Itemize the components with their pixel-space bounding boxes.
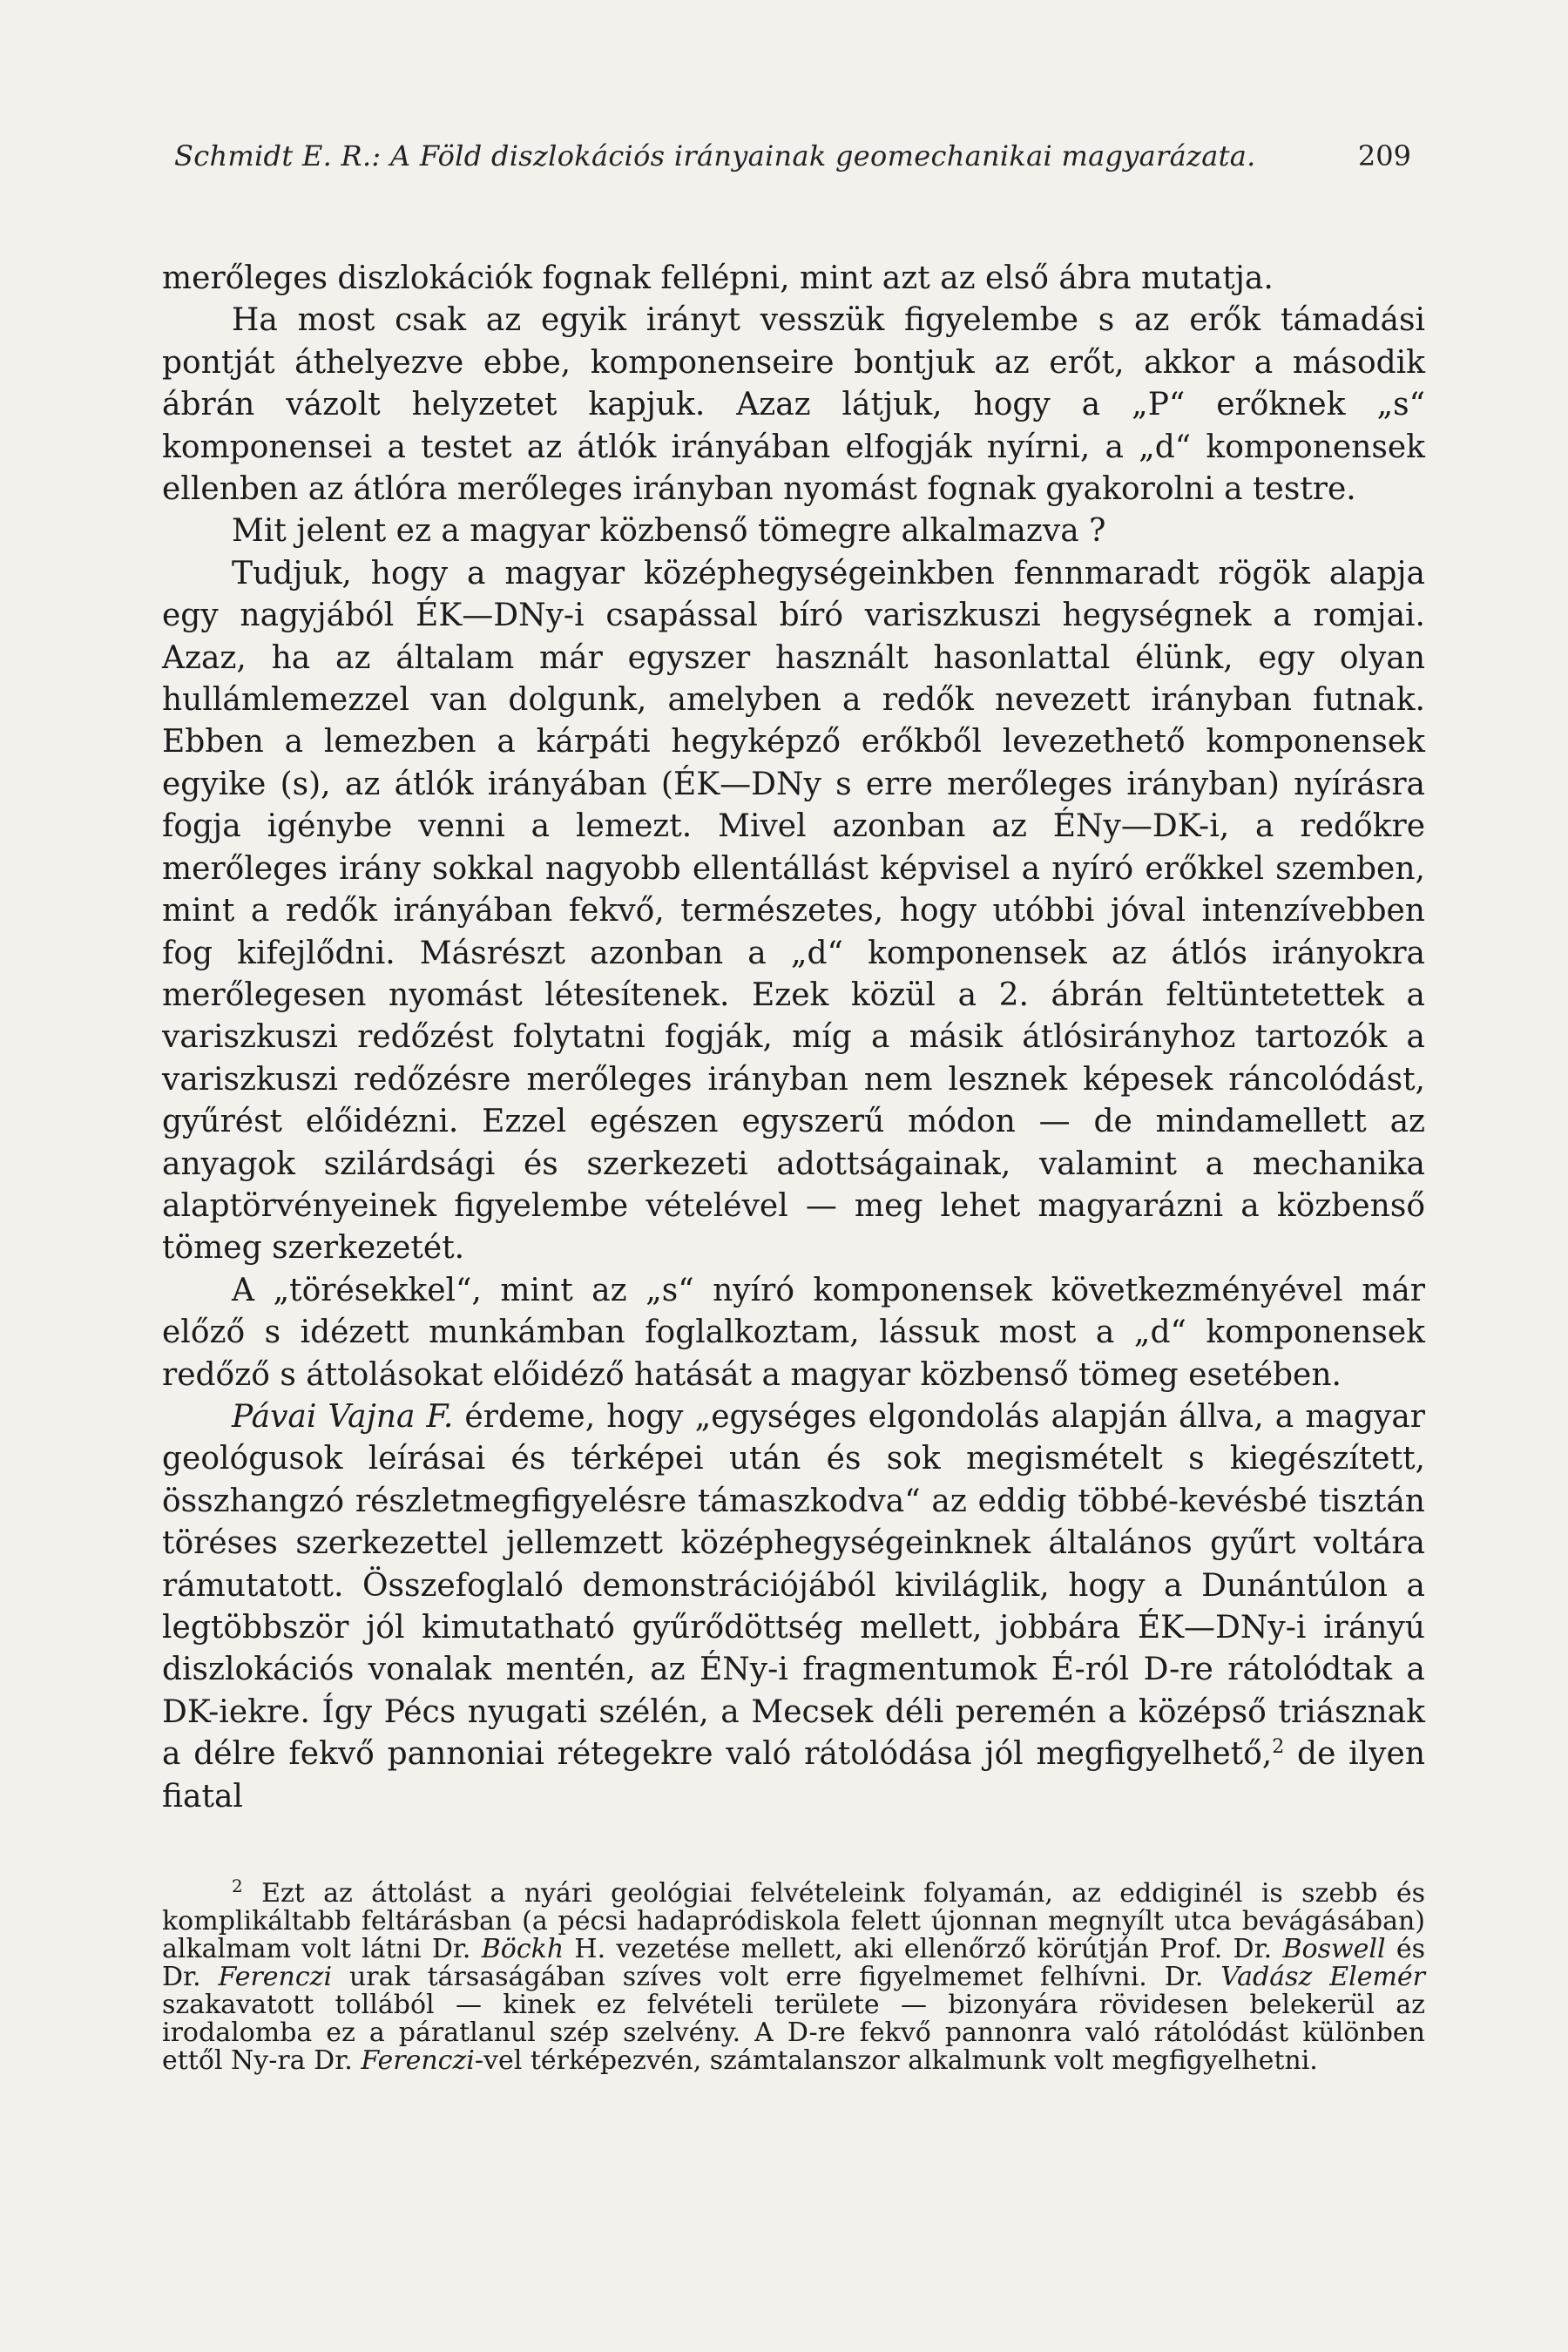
- person-name: Ferenczi: [218, 1962, 333, 1992]
- footnote-segment: urak társaságában szíves volt erre figyelmemet felhívni. Dr.: [332, 1962, 1221, 1992]
- footnote-segment: H. vezetése mellett, aki ellenőrző körútján Prof. Dr.: [564, 1934, 1283, 1964]
- person-name: Ferenczi: [361, 2045, 475, 2076]
- footnote-segment: szakavatott tollából — kinek ez felvételi területe — bizonyára rövidesen belekerül az irodalomba ez a páratlanul szép szelvény. A D-re fekvő pannonra való rátolódást különben ettől Ny-ra Dr.: [162, 1990, 1425, 2076]
- paragraph-text: érdeme, hogy „egységes elgondolás alapján állva, a magyar geológusok leírásai és térképei után és sok megismételt s kiegészített, összhangzó részletmegfigyelésre támaszkodva“ az eddig többé-kevésbé tisztán töréses szerkezettel jellemzett középhegységeinknek általános gyűrt voltára rámutatott. Összefoglaló demonstrációjából kiviláglik, hogy a Dunántúlon a legtöbbször jól kimutatható gyűrődöttség mellett, jobbára ÉK—DNy-i irányú diszlokációs vonalak mentén, az ÉNy-i fragmentumok É-ról D-re rátolódtak a DK-iekre. Így Pécs nyugati szélén, a Mecsek déli peremén a középső triásznak a délre fekvő pannoniai rétegekre való rátolódása jól megfigyelhető,: [162, 1398, 1425, 1773]
- running-title: Schmidt E. R.: A Föld diszlokációs irányainak geomechanikai magyarázata.: [174, 139, 1256, 172]
- paragraph: [162, 1396, 1425, 1818]
- person-name: Boswell: [1282, 1934, 1386, 1964]
- footnote-segment: Ezt az áttolást a nyári geológiai felvételeink folyamán, az eddiginél is szebb és komplikáltabb feltárásban (a pécsi hadapródiskola felett újonnan megnyílt utca bevágásában) alkalmam volt látni Dr.: [162, 1878, 1425, 1964]
- paragraph: Ha most csak az egyik irányt vesszük figyelembe s az erők támadási pontját áthelyezve ebbe, komponenseire bontjuk az erőt, akkor a második ábrán vázolt helyzetet kapjuk. Azaz látjuk, hogy a „P“ erőknek „s“ komponensei a testet az átlók irányában elfogják nyírni, a „d“ komponensek ellenben az átlóra merőleges irányban nyomást fognak gyakorolni a testre.: [162, 302, 1425, 508]
- footnote-text: [162, 1876, 1426, 2076]
- paragraph: Tudjuk, hogy a magyar középhegységeinkben fennmaradt rögök alapja egy nagyjából ÉK—DNy-i csapással bíró variszkuszi hegységnek a romjai. Azaz, ha az általam már egyszer használt hasonlattal élünk, egy olyan hullámlemezzel van dolgunk, amelyben a redők nevezett irányban futnak. Ebben a lemezben a kárpáti hegyképző erőkből levezethető komponensek egyike (s), az átlók irányában (ÉK—DNy s erre merőleges irányban) nyírásra fogja igénybe venni a lemezt. Mivel azonban az ÉNy—DK-i, a redőkre merőleges irány sokkal nagyobb ellentállást képvisel a nyíró erőkkel szemben, mint a redők irányában fekvő, természetes, hogy utóbbi jóval intenzívebben fog kifejlődni. Másrészt azonban a „d“ komponensek az átlós irányokra merőlegesen nyomást létesítenek. Ezek közül a 2. ábrán feltüntetettek a variszkuszi redőzést folytatni fogják, míg a másik átlósirányhoz tartozók a variszkuszi redőzésre merőleges irányban nem lesznek képesek ráncolódást, gyűrést előidézni. Ezzel egészen egyszerű módon — de mindamellett az anyagok szilárdsági és szerkezeti adottságainak, valamint a mechanika alaptörvényeinek figyelembe vételével — meg lehet magyarázni a közbenső tömeg szerkezetét.: [162, 555, 1425, 1267]
- author-name: Pávai Vajna F.: [232, 1398, 454, 1435]
- main-text: [162, 258, 1425, 1818]
- person-name: Böckh: [481, 1934, 564, 1964]
- paragraph-text-tail: de ilyen fiatal: [162, 1736, 1426, 1815]
- footnote-segment: -vel térképezvén, számtalanszor alkalmunk volt megfigyelhetni.: [474, 2045, 1318, 2076]
- footnote-marker: 2: [232, 1876, 243, 1896]
- paragraph: A „törésekkel“, mint az „s“ nyíró komponensek következményével már előző s idézett munkámban foglalkoztam, lássuk most a „d“ komponensek redőző s áttolásokat előidéző hatását a magyar közbenső tömeg esetében.: [162, 1272, 1425, 1393]
- page-number: 209: [1357, 139, 1411, 172]
- running-header: [174, 139, 1411, 183]
- person-name: Vadász Elemér: [1220, 1962, 1426, 1992]
- paragraph: Mit jelent ez a magyar közbenső tömegre alkalmazva ?: [232, 513, 1106, 550]
- footnote-reference[interactable]: 2: [1272, 1736, 1285, 1759]
- footnote: [162, 1876, 1426, 2076]
- paragraph: merőleges diszlokációk fognak fellépni, mint azt az első ábra mutatja.: [162, 260, 1274, 296]
- footnote-segment: és Dr.: [162, 1934, 1426, 1992]
